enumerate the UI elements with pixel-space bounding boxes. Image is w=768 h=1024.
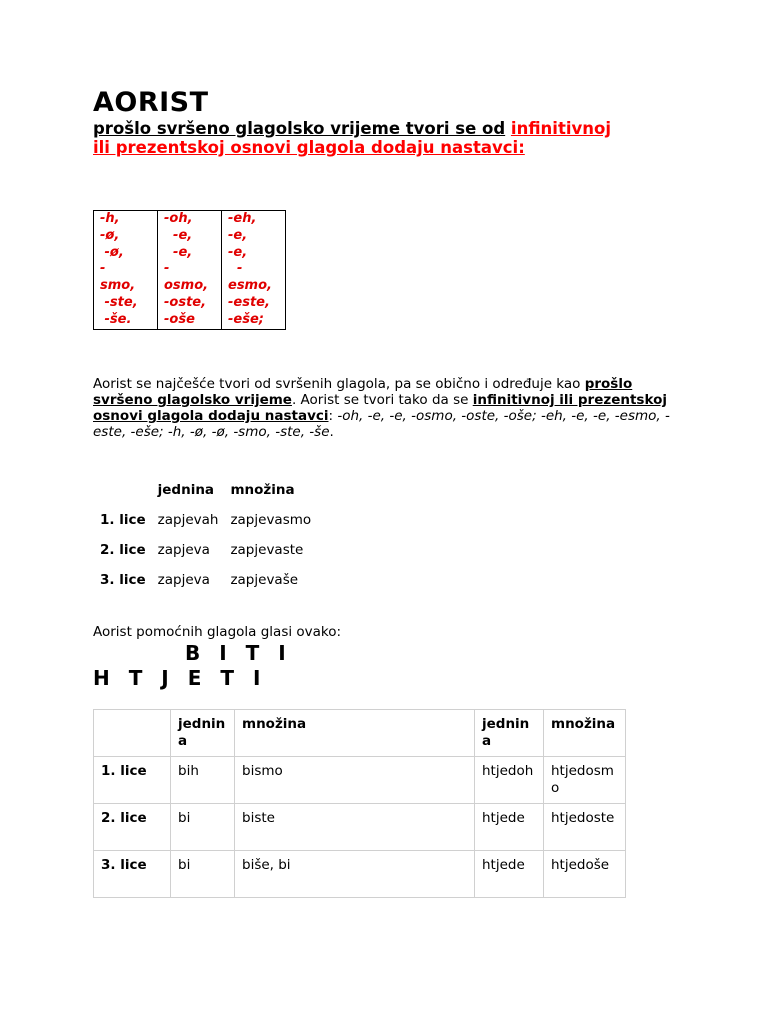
biti-plural-cell: bismo	[235, 757, 475, 804]
suffix-col-2: -oh, -e, -e, - osmo, -oste, -oše	[158, 211, 222, 330]
para-emphasis-1: prošlo svršeno glagolsko vrijeme	[93, 376, 633, 408]
table-header-row	[94, 710, 626, 757]
table-row	[93, 565, 317, 595]
header-cell: jednina	[171, 710, 235, 757]
explanation-paragraph	[93, 376, 673, 440]
biti-plural-cell: biše, bi	[235, 851, 475, 898]
htjeti-singular-cell: htjede	[475, 804, 544, 851]
htjeti-singular-cell: htjede	[475, 851, 544, 898]
table-row	[94, 757, 626, 804]
htjeti-heading: H T J E T I	[93, 666, 267, 690]
singular-cell: zapjevah	[157, 512, 219, 528]
subtitle-line: prošlo svršeno glagolsko vrijeme tvori se od	[93, 119, 506, 138]
subtitle-red-part: infinitivnoj ili prezentskoj osnovi glagola dodaju nastavci:	[93, 119, 611, 157]
biti-plural-cell: biste	[235, 804, 475, 851]
plural-cell: zapjevasmo	[230, 512, 312, 528]
para-emphasis-2: infinitivnoj ili prezentskoj osnovi glagola dodaju nastavci	[93, 392, 667, 424]
biti-singular-cell: bi	[171, 804, 235, 851]
header-cell	[93, 475, 152, 505]
page-title: AORIST	[93, 87, 209, 118]
person-cell: 1. lice	[94, 757, 171, 804]
subtitle	[93, 119, 613, 157]
person-cell: 3. lice	[94, 851, 171, 898]
suffix-col-1: -h, -ø, -ø, - smo, -ste, -še.	[94, 211, 158, 330]
htjeti-plural-cell: htjedosmo	[544, 757, 626, 804]
suffix-table	[93, 210, 286, 330]
aux-intro-text: Aorist pomoćnih glagola glasi ovako:	[93, 624, 342, 640]
htjeti-plural-cell: htjedoše	[544, 851, 626, 898]
header-cell	[94, 710, 171, 757]
plural-cell: zapjevaše	[230, 572, 299, 588]
header-cell: jednina	[157, 482, 215, 498]
conjugation-table	[93, 475, 317, 595]
table-row	[93, 535, 317, 565]
table-row	[93, 505, 317, 535]
htjeti-singular-cell: htjedoh	[475, 757, 544, 804]
header-cell: množina	[235, 710, 475, 757]
biti-singular-cell: bih	[171, 757, 235, 804]
table-row	[94, 851, 626, 898]
person-cell: 2. lice	[100, 542, 146, 558]
singular-cell: zapjeva	[157, 542, 210, 558]
header-cell: jednina	[475, 710, 544, 757]
table-header-row	[93, 475, 317, 505]
table-row	[94, 804, 626, 851]
header-cell: množina	[230, 482, 295, 498]
para-text-4: .	[329, 424, 334, 440]
suffix-col-3: -eh, -e, -e, - esmo, -este, -eše;	[222, 211, 286, 330]
para-text-2: . Aorist se tvori tako da se	[291, 392, 473, 408]
plural-cell: zapjevaste	[230, 542, 304, 558]
person-cell: 2. lice	[94, 804, 171, 851]
para-text-1: Aorist se najčešće tvori od svršenih glagola, pa se obično i određuje kao	[93, 376, 585, 392]
header-cell: množina	[544, 710, 626, 757]
htjeti-plural-cell: htjedoste	[544, 804, 626, 851]
para-text-3: :	[328, 408, 338, 424]
para-suffix-list: -oh, -e, -e, -osmo, -oste, -oše; -eh, -e, -e, -esmo, -este, -eše; -h, -ø, -ø, -smo, -ste, -še	[93, 408, 670, 440]
biti-heading: B I T I	[185, 641, 292, 665]
biti-singular-cell: bi	[171, 851, 235, 898]
person-cell: 3. lice	[100, 572, 146, 588]
singular-cell: zapjeva	[157, 572, 210, 588]
auxiliary-verbs-table	[93, 709, 626, 898]
person-cell: 1. lice	[100, 512, 146, 528]
suffix-row	[94, 211, 286, 330]
